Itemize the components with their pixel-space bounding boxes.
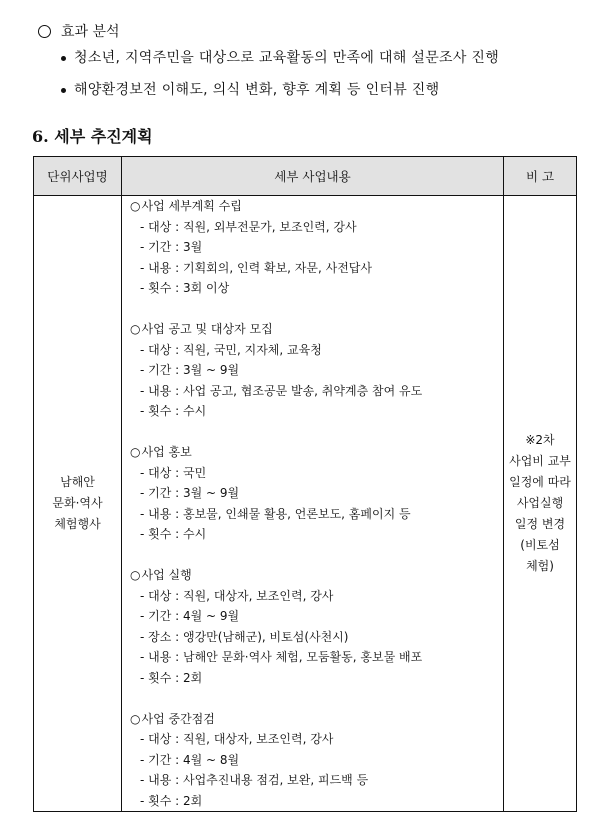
circle-marker-icon: ○ [130,568,141,582]
plan-block-title: 사업 홍보 [141,445,192,459]
plan-block-title: 사업 공고 및 대상자 모집 [141,322,273,336]
plan-block-title-row [130,709,503,730]
note-line: 사업실행 [516,496,564,510]
plan-block-title-row [130,196,503,217]
detail-plan-table [33,156,577,812]
note-line: 체험) [526,559,554,573]
plan-item: - 횟수 : 2회 [140,670,203,685]
bullet-dot-icon [61,88,66,93]
header-detail: 세부 사업내용 [122,157,504,196]
unit-name-line: 문화·역사 [52,496,103,510]
bullet-dot-icon [61,56,66,61]
plan-item: - 기간 : 3월 [140,240,203,254]
header-note: 비 고 [504,157,577,196]
note-cell [504,196,577,812]
plan-item: - 대상 : 직원, 대상자, 보조인력, 강사 [140,732,334,746]
header-unit-name: 단위사업명 [34,157,122,196]
unit-name-cell [34,196,122,812]
plan-item: - 대상 : 직원, 국민, 지자체, 교육청 [140,342,322,357]
note-line: 사업비 교부 [509,454,571,468]
plan-item: - 대상 : 직원, 대상자, 보조인력, 강사 [140,588,334,603]
plan-item: - 내용 : 사업추진내용 점검, 보완, 피드백 등 [140,773,369,787]
circle-marker-icon: ○ [130,322,141,336]
plan-item: - 기간 : 4월 ~ 8월 [140,752,240,767]
effect-analysis-list [38,42,499,106]
effect-analysis-section [38,20,499,106]
plan-block [130,319,503,422]
hollow-circle-icon [38,25,51,38]
plan-item: - 대상 : 직원, 외부전문가, 보조인력, 강사 [140,219,357,234]
plan-item: - 횟수 : 2회 [140,793,203,808]
circle-marker-icon: ○ [130,711,141,726]
list-item [38,74,499,106]
plan-item: - 내용 : 사업 공고, 협조공문 발송, 취약계층 참여 유도 [140,383,423,398]
table-row [34,196,577,812]
plan-block [130,709,503,812]
list-item [38,42,499,74]
plan-block [130,442,503,545]
plan-item: - 기간 : 3월 ~ 9월 [140,486,240,500]
effect-analysis-heading: 효과 분석 [61,24,120,40]
unit-name-line: 남해안 [60,475,95,489]
note-line: 일정에 따라 [509,475,571,489]
detail-cell [122,196,504,812]
note-line: 일정 변경 [514,517,566,531]
plan-block-title-row [130,442,503,463]
plan-block-title: 사업 중간점검 [141,711,215,726]
plan-block-title: 사업 실행 [141,568,192,582]
plan-item: - 횟수 : 수시 [140,404,207,418]
table-header-row [34,157,577,196]
note-line: ※2차 [525,433,555,447]
circle-marker-icon: ○ [130,199,141,213]
plan-item: - 내용 : 홍보물, 인쇄물 활용, 언론보도, 홈페이지 등 [140,506,411,521]
plan-item: - 대상 : 국민 [140,465,207,480]
effect-analysis-heading-row [38,20,499,42]
list-item-text: 해양환경보전 이해도, 의식 변화, 향후 계획 등 인터뷰 진행 [74,82,440,98]
circle-marker-icon: ○ [130,445,141,459]
plan-item: - 내용 : 기획회의, 인력 확보, 자문, 사전답사 [140,260,372,275]
plan-block-title: 사업 세부계획 수립 [141,199,242,213]
plan-block [130,196,503,299]
plan-block-title-row [130,565,503,586]
plan-item: - 내용 : 남해안 문화·역사 체험, 모둠활동, 홍보물 배포 [140,650,423,664]
plan-item: - 횟수 : 3회 이상 [140,281,230,295]
section-title: 6. 세부 추진계획 [32,127,153,146]
plan-item: - 장소 : 앵강만(남해군), 비토섬(사천시) [140,629,349,644]
plan-block-title-row [130,319,503,340]
plan-item: - 기간 : 4월 ~ 9월 [140,609,240,623]
plan-item: - 횟수 : 수시 [140,527,207,541]
note-line: (비토섬 [520,538,560,552]
plan-item: - 기간 : 3월 ~ 9월 [140,363,240,377]
unit-name-line: 체험행사 [54,517,101,531]
list-item-text: 청소년, 지역주민을 대상으로 교육활동의 만족에 대해 설문조사 진행 [74,50,500,66]
plan-block [130,565,503,688]
